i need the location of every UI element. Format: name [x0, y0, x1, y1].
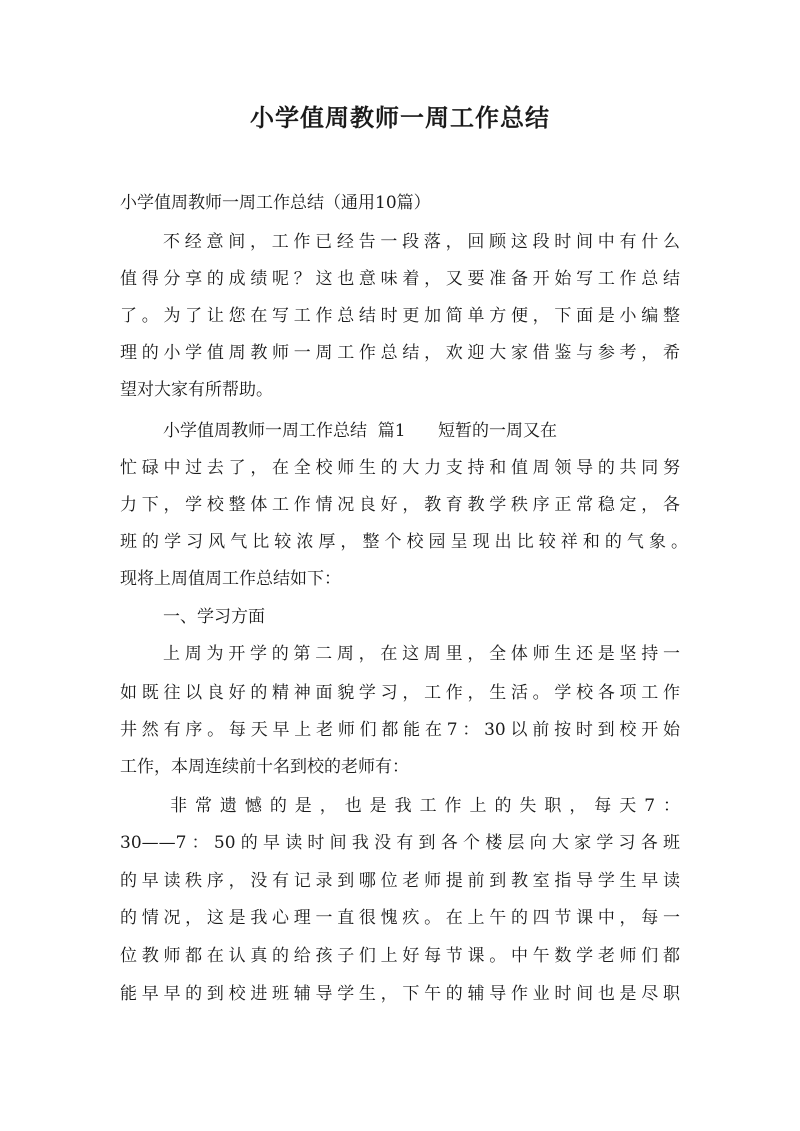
paragraph-line: 理的小学值周教师一周工作总结，欢迎大家借鉴与参考，希 [120, 343, 680, 363]
document-title: 小学值周教师一周工作总结 [250, 103, 550, 132]
paragraph-line: 现将上周值周工作总结如下： [120, 569, 341, 589]
paragraph-line: 位教师都在认真的给孩子们上好每节课。中午数学老师们都 [120, 946, 680, 966]
paragraph-line: 望对大家有所帮助。 [120, 380, 273, 400]
paragraph-line: 值得分享的成绩呢？这也意味着，又要准备开始写工作总结 [120, 269, 680, 289]
paragraph-line: 班的学习风气比较浓厚，整个校园呈现出比较祥和的气象。 [120, 532, 688, 552]
section-heading-line: 小学值周教师一周工作总结 篇1 短暂的一周又在 [163, 421, 558, 441]
paragraph-line: 工作，本周连续前十名到校的老师有： [120, 757, 409, 777]
paragraph-line: 忙碌中过去了，在全校师生的大力支持和值周领导的共同努 [120, 458, 680, 478]
subtitle-line: 小学值周教师一周工作总结（通用10篇） [120, 193, 431, 213]
paragraph-line: 井然有序。每天早上老师们都能在7：30以前按时到校开始 [120, 720, 680, 740]
paragraph-line: 力下，学校整体工作情况良好，教育教学秩序正常稳定，各 [120, 495, 680, 515]
paragraph-line: 的早读秩序，没有记录到哪位老师提前到教室指导学生早读 [120, 871, 680, 891]
paragraph-line: 如既往以良好的精神面貌学习，工作，生活。学校各项工作 [120, 683, 680, 703]
paragraph-line: 的情况，这是我心理一直很愧疚。在上午的四节课中，每一 [120, 908, 680, 928]
subheading-line: 一、学习方面 [163, 607, 265, 627]
paragraph-line: 30——7：50的早读时间我没有到各个楼层向大家学习各班 [120, 833, 680, 853]
paragraph-line: 能早早的到校进班辅导学生，下午的辅导作业时间也是尽职 [120, 984, 680, 1004]
paragraph-line: 不经意间，工作已经告一段落，回顾这段时间中有什么 [163, 232, 680, 252]
paragraph-line: 非常遗憾的是，也是我工作上的失职，每天7： [170, 796, 680, 816]
paragraph-line: 上周为开学的第二周，在这周里，全体师生还是坚持一 [163, 644, 680, 664]
paragraph-line: 了。为了让您在写工作总结时更加简单方便，下面是小编整 [120, 306, 680, 326]
